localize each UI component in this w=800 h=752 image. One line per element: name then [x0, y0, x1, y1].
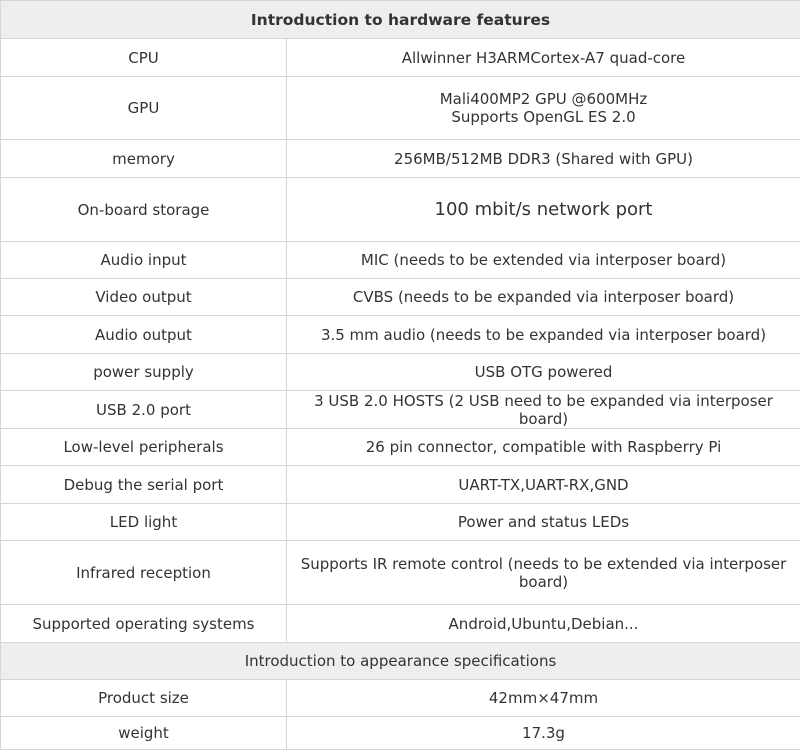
spec-label: Video output: [1, 279, 287, 316]
spec-value: 3.5 mm audio (needs to be expanded via interposer board): [287, 316, 800, 354]
spec-row-onboard-storage: [1, 178, 800, 242]
spec-row-audio-input: [1, 242, 800, 279]
spec-label: Audio input: [1, 242, 287, 279]
spec-value: MIC (needs to be extended via interposer board): [287, 242, 800, 279]
spec-row-gpu: [1, 77, 800, 140]
spec-value: 256MB/512MB DDR3 (Shared with GPU): [287, 140, 800, 178]
spec-value: 26 pin connector, compatible with Raspberry Pi: [287, 429, 800, 466]
spec-value: 17.3g: [287, 717, 800, 750]
appearance-section-header: [1, 643, 800, 680]
spec-label: GPU: [1, 77, 287, 140]
spec-value: [287, 77, 800, 140]
spec-value-line: Supports OpenGL ES 2.0: [451, 108, 636, 126]
spec-row-cpu: [1, 39, 800, 77]
spec-value: CVBS (needs to be expanded via interposer board): [287, 279, 800, 316]
spec-row-memory: [1, 140, 800, 178]
spec-row-peripherals: [1, 429, 800, 466]
spec-row-os: [1, 605, 800, 643]
spec-label: CPU: [1, 39, 287, 77]
spec-label: Audio output: [1, 316, 287, 354]
spec-label: Product size: [1, 680, 287, 717]
spec-label: Low-level peripherals: [1, 429, 287, 466]
spec-label: LED light: [1, 504, 287, 541]
spec-value: Allwinner H3ARMCortex-A7 quad-core: [287, 39, 800, 77]
spec-row-serial-port: [1, 466, 800, 504]
spec-label: Supported operating systems: [1, 605, 287, 643]
spec-value: USB OTG powered: [287, 354, 800, 391]
appearance-section-title: Introduction to appearance specifications: [1, 643, 800, 680]
spec-row-product-size: [1, 680, 800, 717]
spec-label: weight: [1, 717, 287, 750]
spec-value: 100 mbit/s network port: [287, 178, 800, 242]
spec-value: 3 USB 2.0 HOSTS (2 USB need to be expanded via interposer board): [287, 391, 800, 429]
spec-value-line: Supports IR remote control (needs to be extended via interposer: [300, 554, 787, 573]
spec-label: power supply: [1, 354, 287, 391]
spec-value-line: Mali400MP2 GPU @600MHz: [439, 90, 648, 108]
spec-value: Android,Ubuntu,Debian...: [287, 605, 800, 643]
spec-row-led: [1, 504, 800, 541]
spec-value: Power and status LEDs: [287, 504, 800, 541]
spec-row-infrared: [1, 541, 800, 605]
spec-row-weight: [1, 717, 800, 750]
hardware-section-title: Introduction to hardware features: [1, 1, 800, 39]
spec-label: Infrared reception: [1, 541, 287, 605]
spec-label: USB 2.0 port: [1, 391, 287, 429]
spec-value: [287, 541, 800, 605]
spec-row-audio-output: [1, 316, 800, 354]
spec-row-video-output: [1, 279, 800, 316]
spec-value-line: board): [518, 572, 569, 591]
spec-label: On-board storage: [1, 178, 287, 242]
spec-row-usb-port: [1, 391, 800, 429]
hardware-section-header: [1, 1, 800, 39]
spec-row-power-supply: [1, 354, 800, 391]
spec-value: 42mm×47mm: [287, 680, 800, 717]
spec-label: Debug the serial port: [1, 466, 287, 504]
spec-label: memory: [1, 140, 287, 178]
spec-value: UART-TX,UART-RX,GND: [287, 466, 800, 504]
